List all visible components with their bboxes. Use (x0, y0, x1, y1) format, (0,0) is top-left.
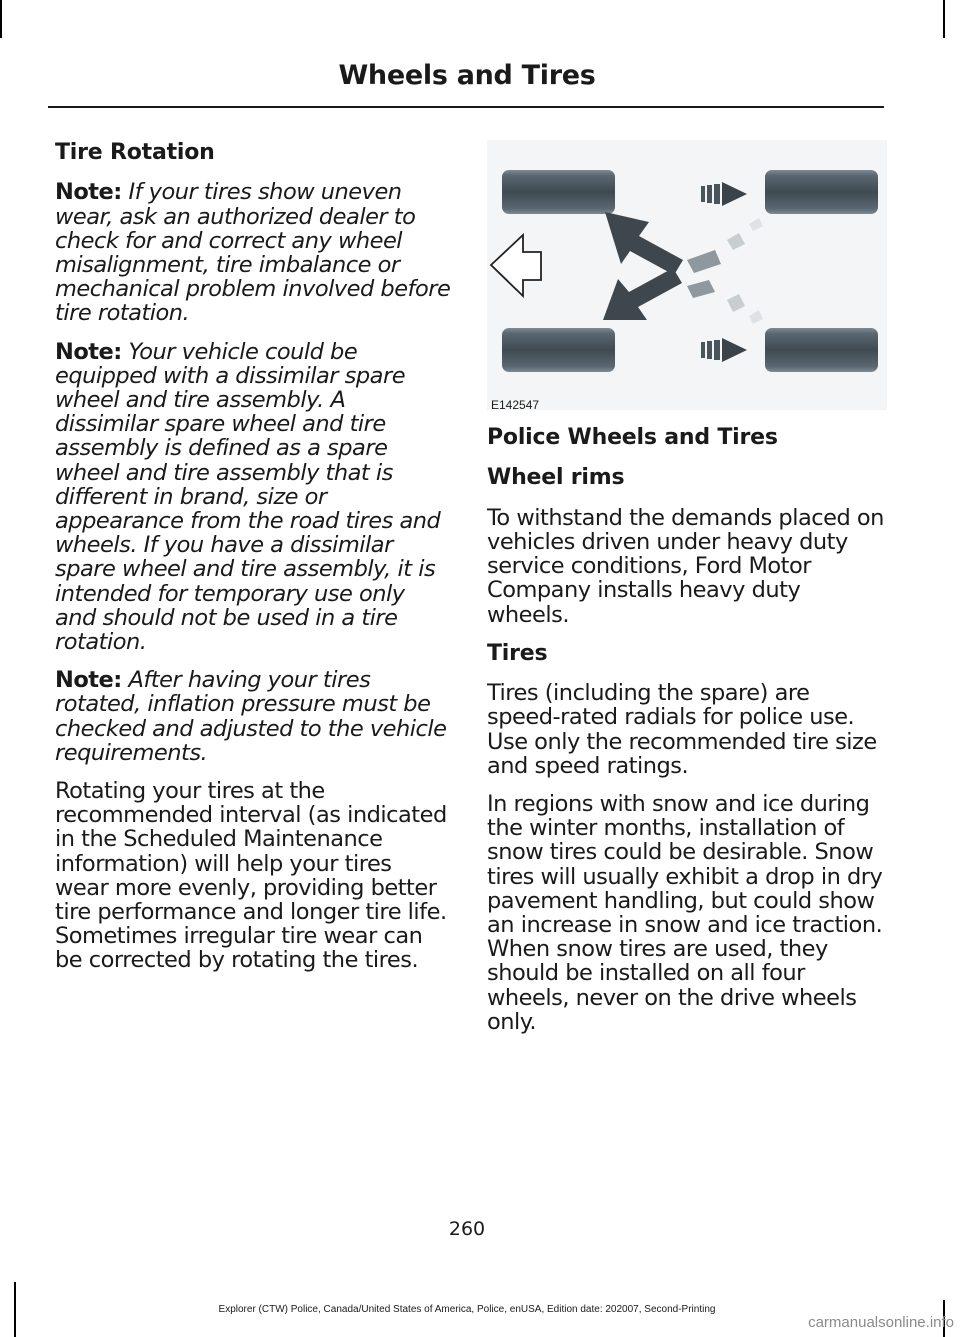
watermark: carmanualsonline.info (808, 1314, 954, 1331)
right-column (487, 140, 887, 1048)
note-uneven-wear (55, 180, 451, 325)
tire-rotation-diagram (487, 140, 887, 410)
tires-paragraph: Tires (including the spare) are speed-rated radials for police use. Use only the recommended tire size and speed ratings. (487, 680, 877, 779)
wheel-rims-paragraph: To withstand the demands placed on vehicles driven under heavy duty service conditions, Ford Motor Company installs heavy duty wheels. (487, 504, 884, 628)
tire-rotation-illustration (487, 140, 887, 410)
tires-heading: Tires (487, 640, 548, 666)
rotation-paragraph: Rotating your tires at the recommended interval (as indicated in the Scheduled Maintenance information) will help your tires wear more evenly, providing better tire performance and longer tire life. Sometimes irregular tire wear can be corrected by rotating the tires. (55, 778, 447, 974)
left-column (55, 140, 451, 987)
note-dissimilar-spare (55, 340, 451, 655)
header-divider (48, 106, 884, 108)
snow-tires-paragraph: In regions with snow and ice during the winter months, installation of snow tires could be desirable. Snow tires will usually exhibit a drop in dry pavement handling, but could show an increase in snow and ice traction. When snow tires are used, they should be installed on all four wheels, never on the drive wheels only. (487, 791, 883, 1035)
note-inflation-pressure (55, 668, 451, 765)
note-label: Note: (55, 179, 122, 206)
police-wheels-heading: Police Wheels and Tires (487, 425, 778, 450)
figure-id: E142547 (491, 398, 540, 412)
front-right-tire-icon (765, 170, 878, 214)
footer-edition-text: Explorer (CTW) Police, Canada/United States of America, Police, enUSA, Edition date: 202007, Second-Printing (218, 1304, 716, 1315)
note-label: Note: (55, 338, 122, 365)
page-number: 260 (448, 1218, 486, 1240)
front-left-tire-icon (502, 170, 615, 214)
rear-left-tire-icon (502, 328, 615, 372)
note-text: After having your tires rotated, inflation pressure must be checked and adjusted to the vehicle requirements. (55, 667, 447, 766)
crop-mark-top-left (0, 0, 2, 38)
note-label: Note: (55, 667, 122, 694)
tire-rotation-heading: Tire Rotation (55, 140, 215, 165)
crop-mark-top-right (943, 0, 945, 38)
note-text: If your tires show uneven wear, ask an authorized dealer to check for and correct any wheel misalignment, tire imbalance or mechanical problem involved before tire rotation. (55, 179, 451, 327)
page-header-title: Wheels and Tires (338, 60, 596, 91)
wheel-rims-heading: Wheel rims (487, 465, 625, 491)
rear-right-tire-icon (765, 328, 878, 372)
note-text: Your vehicle could be equipped with a dissimilar spare wheel and tire assembly. A dissimilar spare wheel and tire assembly is defined as a spare wheel and tire assembly that is different in brand, size or appearance from the road tires and wheels. If you have a dissimilar spare wheel and tire assembly, it is intended for temporary use only and should not be used in a tire rotation. (55, 338, 441, 656)
